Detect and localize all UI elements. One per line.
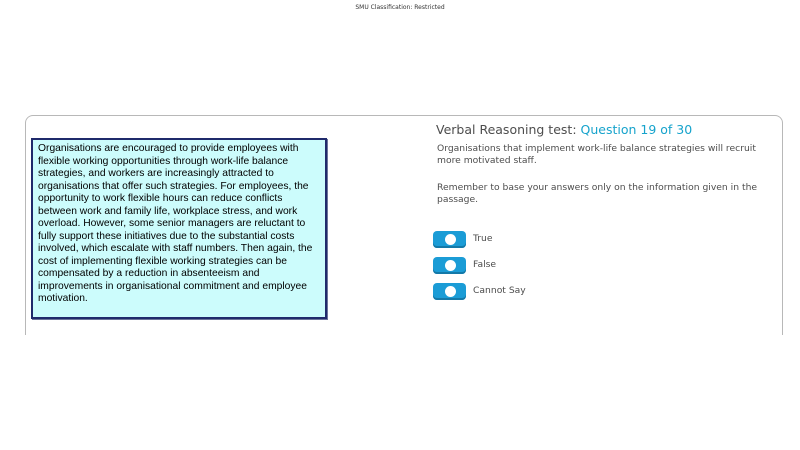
question-statement: Organisations that implement work-life balance strategies will recruit more motivated staff. (437, 143, 756, 166)
option-toggle[interactable] (433, 231, 466, 248)
option-label[interactable]: False (473, 259, 497, 270)
option-label[interactable]: True (473, 233, 493, 244)
option-toggle[interactable] (433, 283, 466, 300)
option-toggle[interactable] (433, 257, 466, 274)
question-number: Question 19 of 30 (580, 122, 693, 137)
test-title: Verbal Reasoning test: (436, 122, 577, 137)
question-header (436, 122, 692, 137)
toggle-knob-icon (445, 234, 456, 245)
toggle-knob-icon (445, 260, 456, 271)
option-label[interactable]: Cannot Say (473, 285, 526, 296)
classification-label: SMU Classification: Restricted (355, 4, 445, 11)
passage-box: Organisations are encouraged to provide employees with flexible working opportunities through work-life balance strategies, and workers are increasingly attracted to organisations that offer such strategies. For employees, the opportunity to work flexible hours can reduce conflicts between work and family life, workplace stress, and work overload. However, some senior managers are reluctant to fully support these initiatives due to the substantial costs involved, which escalate with staff numbers. Then again, the cost of implementing flexible working strategies can be compensated by a reduction in absenteeism and improvements in organisational commitment and employee motivation. (31, 138, 327, 319)
instruction-text: Remember to base your answers only on the information given in the passage. (437, 182, 758, 205)
toggle-knob-icon (445, 286, 456, 297)
